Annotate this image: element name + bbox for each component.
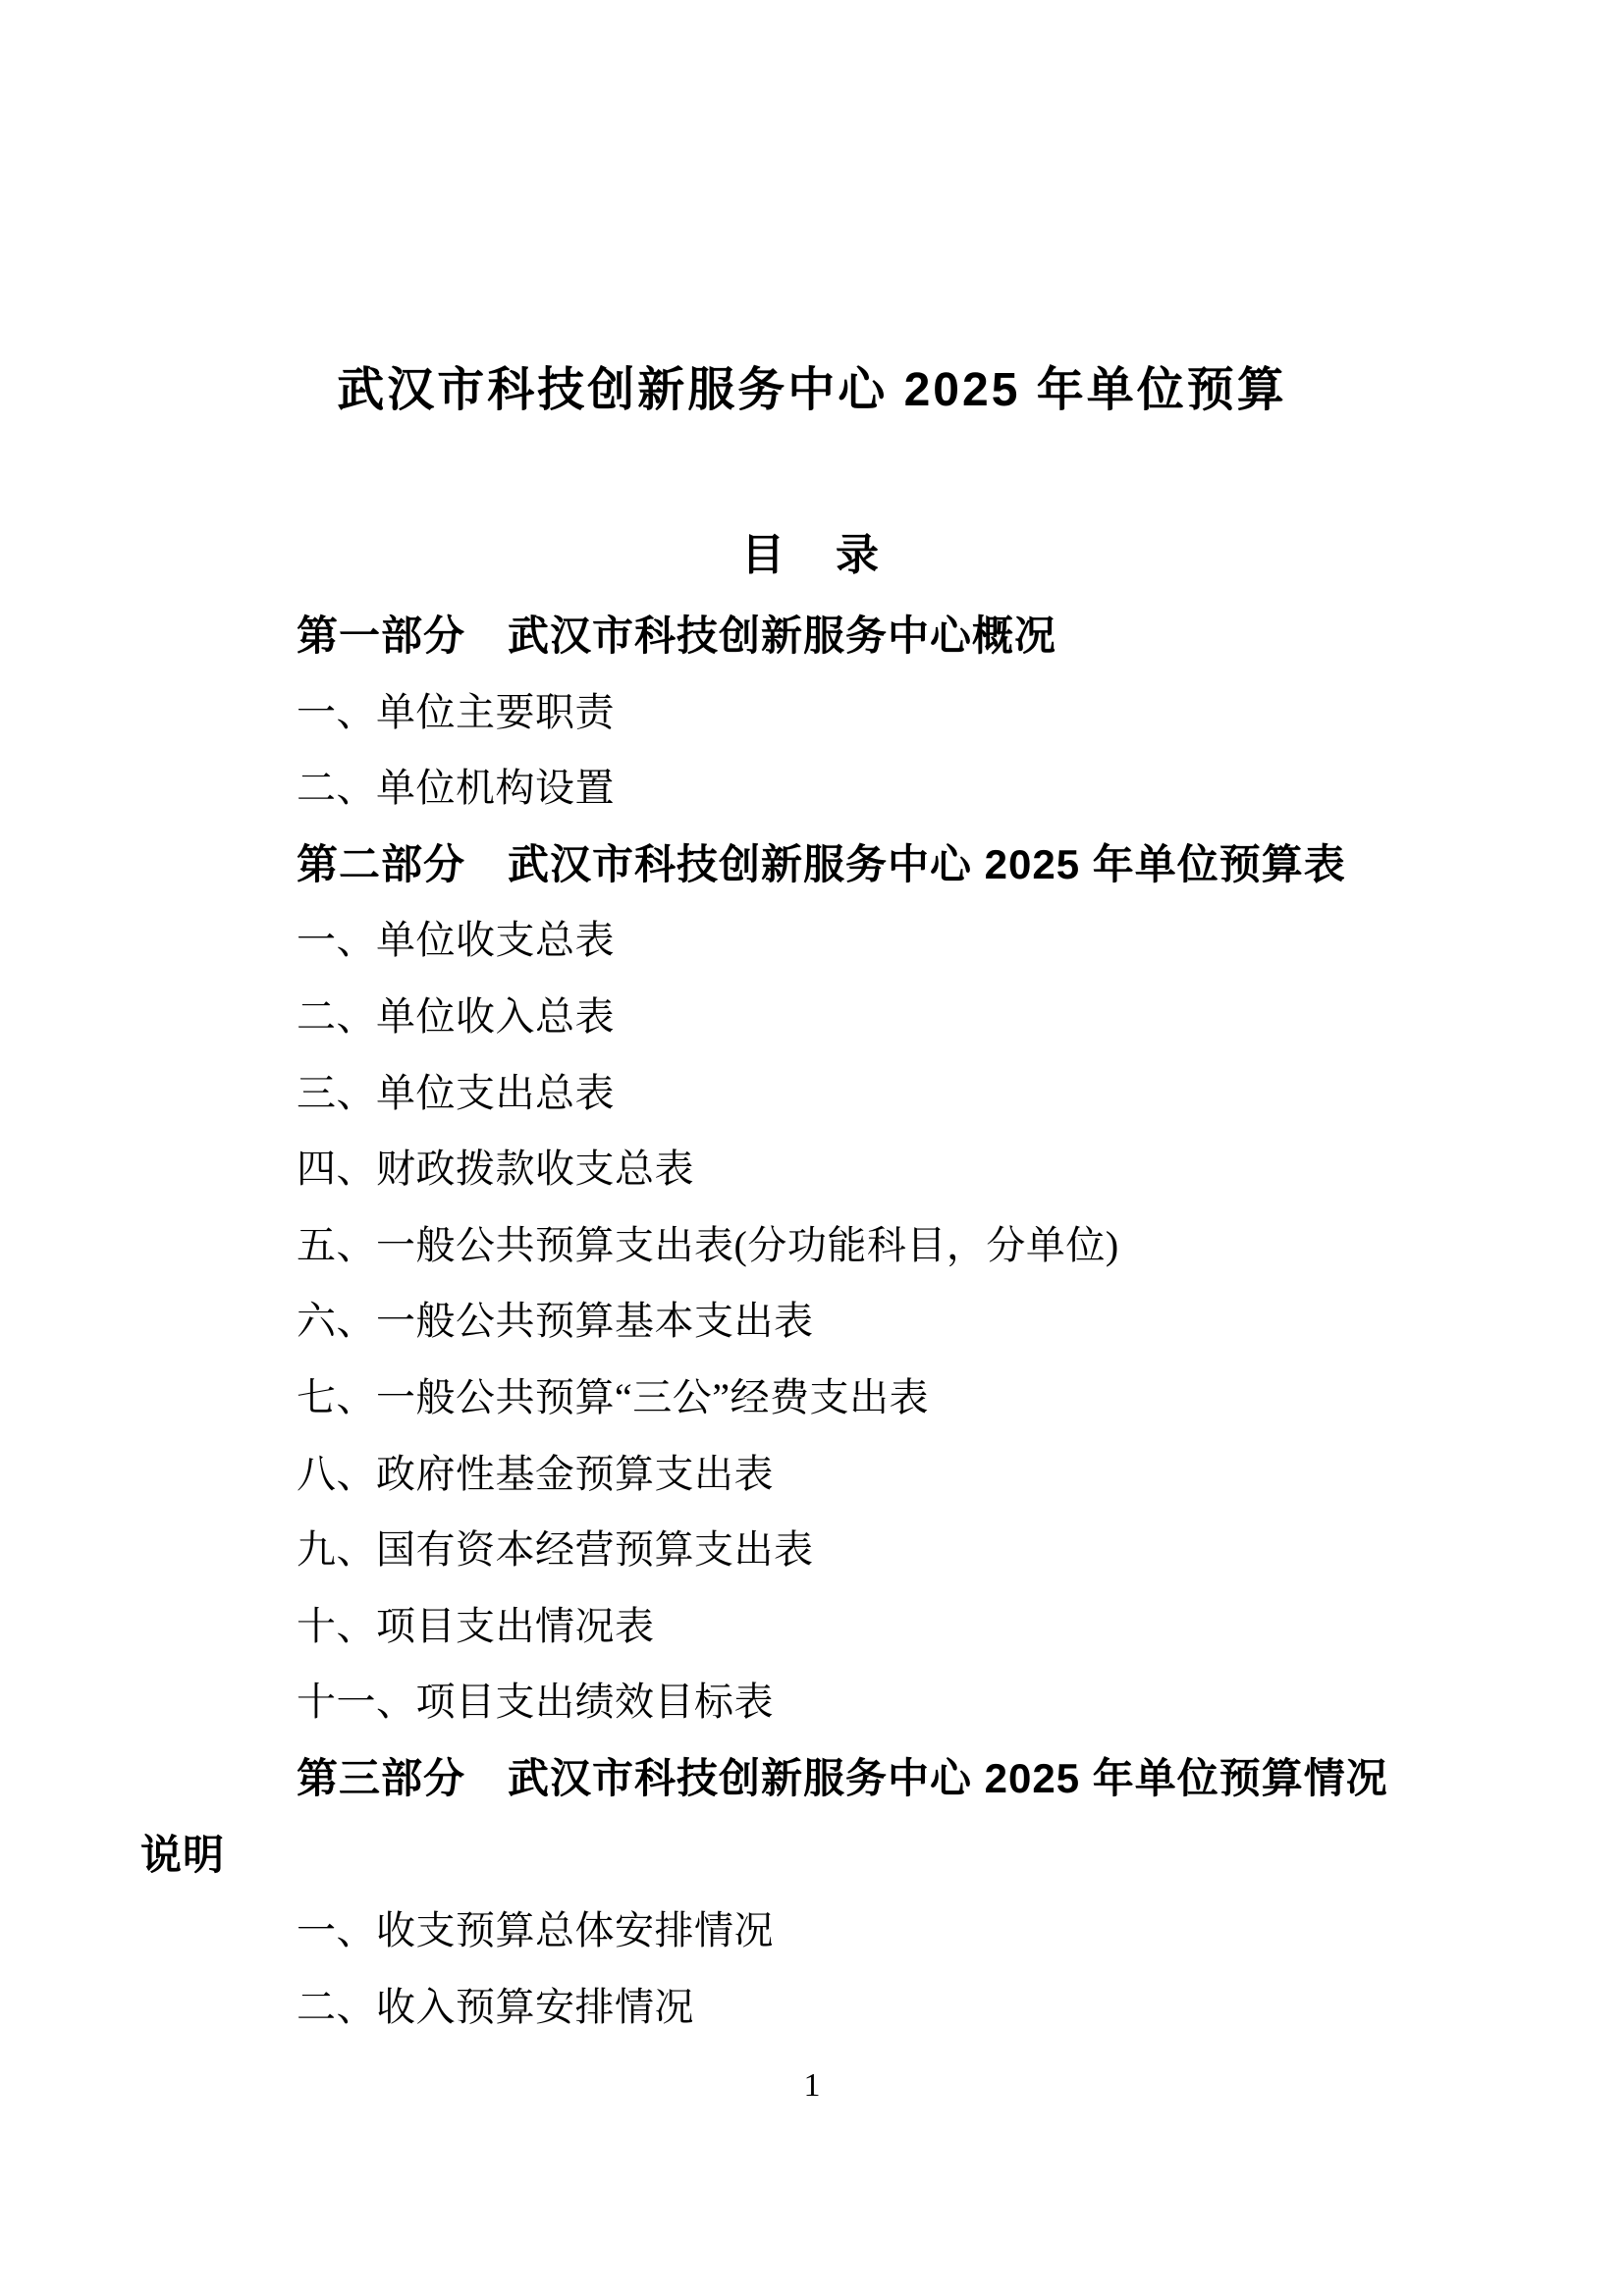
- toc-part2-item-6: 六、一般公共预算基本支出表: [297, 1299, 814, 1344]
- toc-part1-heading: 第一部分 武汉市科技创新服务中心概况: [297, 613, 1057, 659]
- toc-part3-heading-line1: 第三部分 武汉市科技创新服务中心 2025 年单位预算情况: [297, 1754, 1388, 1801]
- toc-part1-item-2: 二、单位机构设置: [297, 766, 615, 811]
- toc-part3-heading-line2: 说明: [140, 1831, 226, 1878]
- toc-part2-item-5: 五、一般公共预算支出表(分功能科目，分单位): [297, 1222, 1119, 1267]
- toc-part2-item-8: 八、政府性基金预算支出表: [297, 1451, 774, 1496]
- toc-part2-item-10: 十、项目支出情况表: [297, 1603, 655, 1648]
- toc-part2-item-7: 七、一般公共预算“三公”经费支出表: [297, 1374, 930, 1419]
- toc-part2-heading: 第二部分 武汉市科技创新服务中心 2025 年单位预算表: [297, 840, 1346, 887]
- page-number: 1: [803, 2067, 821, 2104]
- toc-part3-item-2: 二、收入预算安排情况: [297, 1984, 694, 2029]
- toc-part2-item-2: 二、单位收入总表: [297, 993, 615, 1039]
- toc-part2-item-1: 一、单位收支总表: [297, 918, 615, 963]
- toc-heading: 目 录: [741, 531, 883, 579]
- toc-part2-item-9: 九、国有资本经营预算支出表: [297, 1527, 814, 1573]
- toc-part2-item-11: 十一、项目支出绩效目标表: [297, 1680, 774, 1725]
- toc-part2-item-4: 四、财政拨款收支总表: [297, 1147, 694, 1192]
- document-title: 武汉市科技创新服务中心 2025 年单位预算: [337, 364, 1287, 416]
- toc-part3-item-1: 一、收支预算总体安排情况: [297, 1908, 774, 1953]
- toc-list: [140, 598, 1484, 2045]
- toc-part2-item-3: 三、单位支出总表: [297, 1070, 615, 1115]
- toc-part1-item-1: 一、单位主要职责: [297, 689, 615, 734]
